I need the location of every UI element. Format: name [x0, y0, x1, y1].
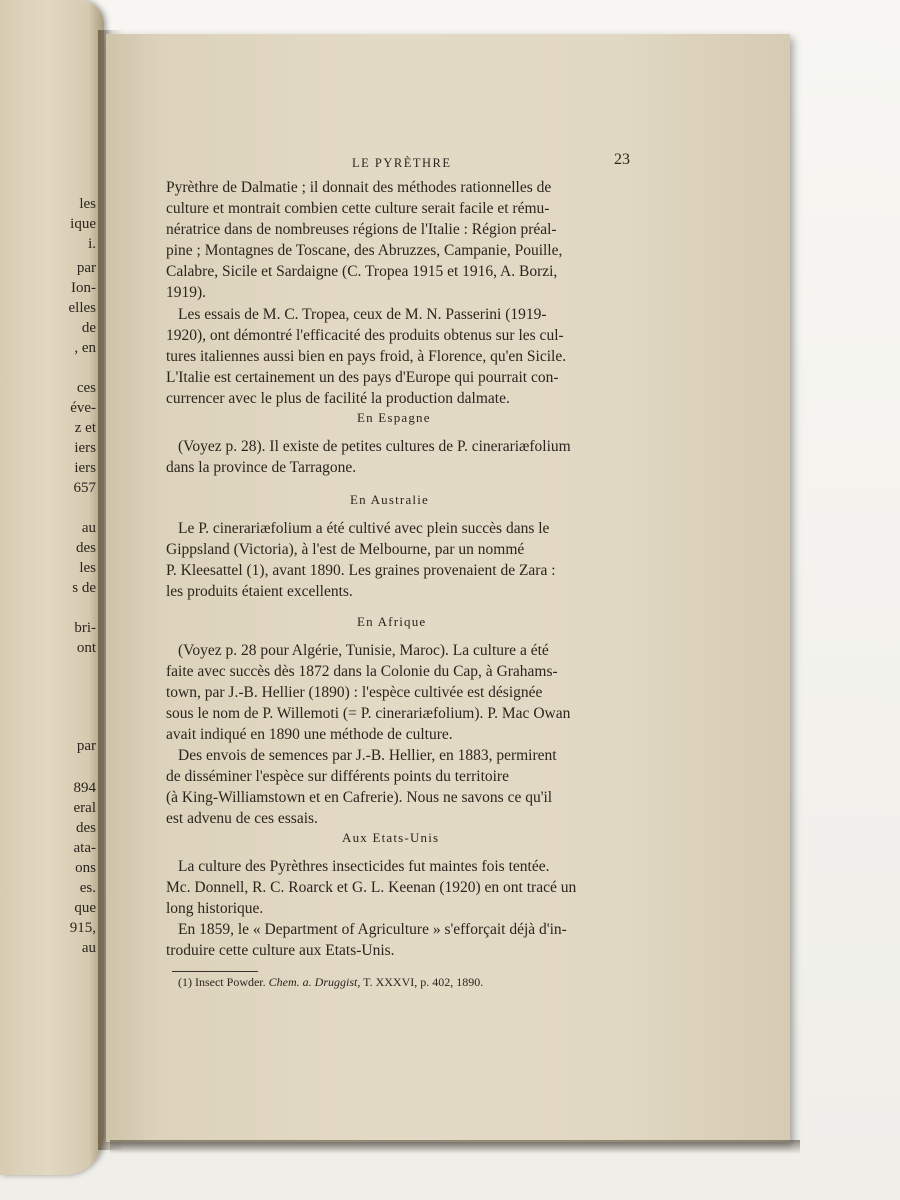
left-page-fragment: au — [81, 520, 96, 536]
text-line: Le P. cinerariæfolium a été cultivé avec plein succès dans le — [178, 520, 550, 537]
text-line: L'Italie est certainement un des pays d'Europe qui pourrait con- — [166, 369, 559, 386]
text-line: long historique. — [166, 900, 264, 917]
section-heading-spain: En Espagne — [357, 410, 431, 425]
section-heading-africa: En Afrique — [357, 614, 427, 629]
left-page-fragment: de — [81, 320, 96, 336]
left-page-fragment: 915, — [69, 920, 96, 936]
footnote-details: T. XXXVI, p. 402, 1890. — [363, 975, 484, 989]
text-line: (à King-Williamstown et en Cafrerie). Nous ne savons ce qu'il — [166, 789, 553, 806]
page-number: 23 — [614, 151, 630, 168]
text-line: faite avec succès dès 1872 dans la Colonie du Cap, à Grahams- — [166, 663, 558, 680]
text-line: (Voyez p. 28). Il existe de petites cultures de P. cinerariæfolium — [178, 438, 571, 455]
text-line: nératrice dans de nombreuses régions de l'Italie : Région préal- — [166, 221, 557, 238]
section-heading-usa: Aux Etats-Unis — [342, 830, 440, 845]
text-line: Calabre, Sicile et Sardaigne (C. Tropea 1915 et 1916, A. Borzi, — [166, 263, 558, 280]
text-line: pine ; Montagnes de Toscane, des Abruzzes, Campanie, Pouille, — [166, 242, 563, 259]
left-page-fragment: les — [79, 560, 96, 576]
left-page-fragment: ata- — [73, 840, 96, 856]
left-page-fragment: ont — [76, 640, 96, 656]
text-line: culture et montrait combien cette culture serait facile et rému- — [166, 200, 550, 217]
text-line: tures italiennes aussi bien en pays froid, à Florence, qu'en Sicile. — [166, 348, 567, 365]
left-page-fragment: par — [76, 260, 96, 276]
left-page-fragment: que — [74, 900, 96, 916]
left-page-fragment: des — [76, 820, 96, 836]
text-line: avait indiqué en 1890 une méthode de culture. — [166, 726, 453, 743]
left-page-fragment: z et — [74, 420, 96, 436]
text-line: Les essais de M. C. Tropea, ceux de M. N. Passerini (1919- — [178, 306, 547, 323]
left-page-fragment: au — [81, 940, 96, 956]
left-page-fragment: ique — [70, 216, 96, 232]
text-line: les produits étaient excellents. — [166, 583, 353, 600]
left-page-fragment: elles — [68, 300, 96, 316]
text-line: 1919). — [166, 284, 207, 301]
left-page-fragment: s de — [72, 580, 96, 596]
text-line: (Voyez p. 28 pour Algérie, Tunisie, Maroc). La culture a été — [178, 642, 549, 659]
text-line: P. Kleesattel (1), avant 1890. Les graines provenaient de Zara : — [166, 562, 556, 579]
text-line: Mc. Donnell, R. C. Roarck et G. L. Keenan (1920) en ont tracé un — [166, 879, 577, 896]
left-page-fragment: par — [76, 738, 96, 754]
text-line: En 1859, le « Department of Agriculture » s'efforçait déjà d'in- — [178, 921, 567, 938]
left-page-fragment: ons — [75, 860, 96, 876]
left-page-fragment: iers — [74, 460, 96, 476]
left-page-fragment: 657 — [73, 480, 96, 496]
text-line: Pyrèthre de Dalmatie ; il donnait des méthodes rationnelles de — [166, 179, 552, 196]
text-line: de disséminer l'espèce sur différents points du territoire — [166, 768, 509, 785]
text-line: dans la province de Tarragone. — [166, 459, 357, 476]
left-page-fragment: ces — [76, 380, 96, 396]
text-line: currencer avec le plus de facilité la production dalmate. — [166, 390, 510, 407]
left-page-fragment: iers — [74, 440, 96, 456]
footnote-marker: (1) Insect Powder. — [178, 975, 266, 989]
footnote — [178, 975, 483, 990]
running-title: LE PYRÈTHRE — [352, 156, 452, 170]
left-page-fragment: i. — [88, 236, 96, 252]
text-line: Des envois de semences par J.-B. Hellier, en 1883, permirent — [178, 747, 557, 764]
left-page-fragment: eral — [73, 800, 96, 816]
text-line: troduire cette culture aux Etats-Unis. — [166, 942, 395, 959]
text-line: 1920), ont démontré l'efficacité des produits obtenus sur les cul- — [166, 327, 564, 344]
left-page — [0, 0, 104, 1175]
text-line: sous le nom de P. Willemoti (= P. cinerariæfolium). P. Mac Owan — [166, 705, 571, 722]
text-line: est advenu de ces essais. — [166, 810, 318, 827]
left-page-fragment: des — [76, 540, 96, 556]
left-page-fragment: es. — [79, 880, 96, 896]
left-page-fragment: , en — [74, 340, 96, 356]
footnote-source: Chem. a. Druggist, — [268, 975, 361, 989]
page-shadow — [110, 1140, 800, 1154]
left-page-fragment: 894 — [73, 780, 96, 796]
left-page-fragment: Ion- — [71, 280, 96, 296]
text-line: La culture des Pyrèthres insecticides fut maintes fois tentée. — [178, 858, 550, 875]
footnote-rule — [172, 971, 258, 972]
left-page-fragment: bri- — [74, 620, 96, 636]
left-page-fragment: éve- — [70, 400, 96, 416]
section-heading-australia: En Australie — [350, 492, 430, 507]
text-line: Gippsland (Victoria), à l'est de Melbourne, par un nommé — [166, 541, 525, 558]
left-page-fragment: les — [79, 196, 96, 212]
text-line: town, par J.-B. Hellier (1890) : l'espèce cultivée est désignée — [166, 684, 543, 701]
